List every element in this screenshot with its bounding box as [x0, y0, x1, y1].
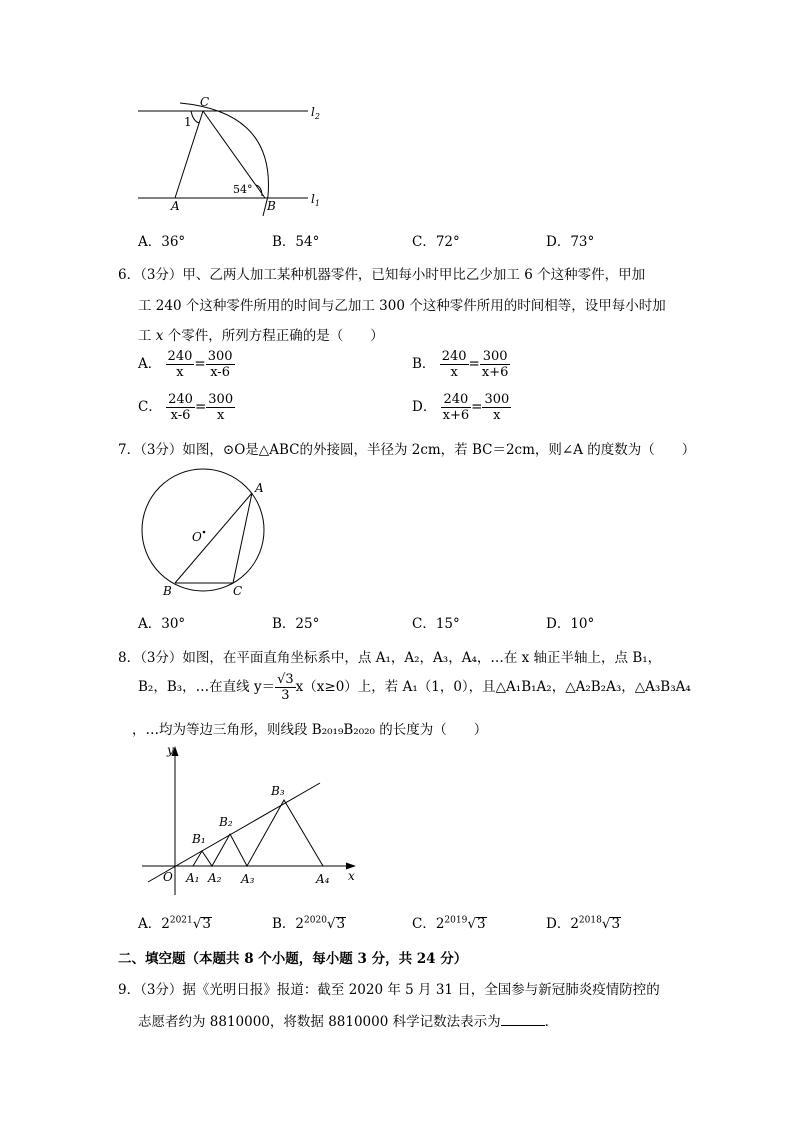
label-b2: B₂ — [219, 815, 233, 829]
label-a: A — [255, 481, 264, 495]
q8-option-c[interactable]: C．$2^{2019}√3$ — [412, 915, 486, 932]
q5-option-b[interactable]: B．54° — [272, 234, 320, 250]
label-b3: B₃ — [271, 784, 285, 798]
q8-line-3: ，…均为等边三角形，则线段 B₂₀₁₉B₂₀₂₀ 的长度为（ ） — [132, 722, 488, 738]
label-a: A — [171, 199, 180, 213]
q6-option-b[interactable]: B． $\frac{240}{x}$ = $\frac{300}{x+6}$ — [412, 349, 509, 380]
label-a3: A₃ — [241, 872, 255, 886]
label-54: 54° — [233, 183, 253, 196]
q7-text: 7．（3分）如图，⊙O是△ABC的外接圆，半径为 2cm，若 BC＝2cm，则∠A 的度数为（ ） — [118, 442, 696, 458]
label-1: 1 — [184, 115, 192, 129]
q7-option-b[interactable]: B．25° — [272, 616, 320, 632]
label-y: y — [167, 743, 174, 757]
q6-option-c[interactable]: C． $\frac{240}{x-6}$ = $\frac{300}{x}$ — [138, 392, 234, 423]
q8-line-2: B₂，B₃，…在直线 y＝ $\frac{√3}{3}$ x（x≥0）上，若 A₁（1，0），且△A₁B₁A₂，△A₂B₂A₃，△A₃B₃A₄ — [138, 672, 691, 703]
q6-option-d[interactable]: D． $\frac{240}{x+6}$ = $\frac{300}{x}$ — [412, 392, 510, 423]
q8-option-d[interactable]: D．$2^{2018}√3$ — [546, 915, 621, 932]
q6-line-3: 工 x 个零件，所列方程正确的是（ ） — [138, 328, 384, 344]
label-a2: A₂ — [208, 871, 222, 885]
q6-line-1: 6．（3分）甲、乙两人加工某种机器零件，已知每小时甲比乙少加工 6 个这种零件，甲加 — [118, 267, 646, 283]
q7-option-d[interactable]: D．10° — [546, 616, 595, 632]
label-a1: A₁ — [186, 871, 200, 885]
label-x: x — [348, 869, 355, 883]
label-l2: $l_2$ — [311, 105, 320, 121]
label-b: B — [267, 199, 276, 213]
q7-option-a[interactable]: A．30° — [138, 616, 186, 632]
q7-option-c[interactable]: C．15° — [412, 616, 460, 632]
triangles-zigzag — [193, 800, 323, 866]
q8-option-b[interactable]: B．$2^{2020}√3$ — [272, 915, 346, 932]
label-c: C — [233, 584, 243, 598]
q6-option-a[interactable]: A． $\frac{240}{x}$ = $\frac{300}{x-6}$ — [138, 349, 233, 380]
section-2-title: 二、填空题（本题共 8 个小题，每小题 3 分，共 24 分） — [118, 951, 468, 967]
q5-option-a[interactable]: A．36° — [138, 234, 186, 250]
label-l1: $l_1$ — [311, 192, 320, 208]
q9-line-2: 志愿者约为 8810000，将数据 8810000 科学记数法表示为 ． — [138, 1014, 559, 1030]
label-a4: A₄ — [316, 872, 330, 886]
label-o: O — [163, 870, 173, 884]
label-c: C — [200, 95, 210, 109]
q9-line-1: 9．（3分）据《光明日报》报道：截至 2020 年 5 月 31 日，全国参与新冠肺炎疫情防控的 — [118, 982, 660, 998]
q9-answer-blank[interactable] — [501, 1013, 545, 1026]
q6-line-2: 工 240 个这种零件所用的时间与乙加工 300 个这种零件所用的时间相等，设甲每小时加 — [138, 298, 666, 314]
label-o: O — [192, 530, 202, 544]
label-b1: B₁ — [192, 832, 206, 846]
q8-line-1: 8．（3分）如图，在平面直角坐标系中，点 A₁，A₂，A₃，A₄，…在 x 轴正半轴上，点 B₁， — [118, 650, 662, 666]
line-y-eq-sqrt3x — [148, 783, 320, 882]
label-b: B — [163, 584, 172, 598]
q8-option-a[interactable]: A．$2^{2021}√3$ — [138, 915, 211, 932]
q5-option-d[interactable]: D．73° — [546, 234, 595, 250]
q5-option-c[interactable]: C．72° — [412, 234, 460, 250]
